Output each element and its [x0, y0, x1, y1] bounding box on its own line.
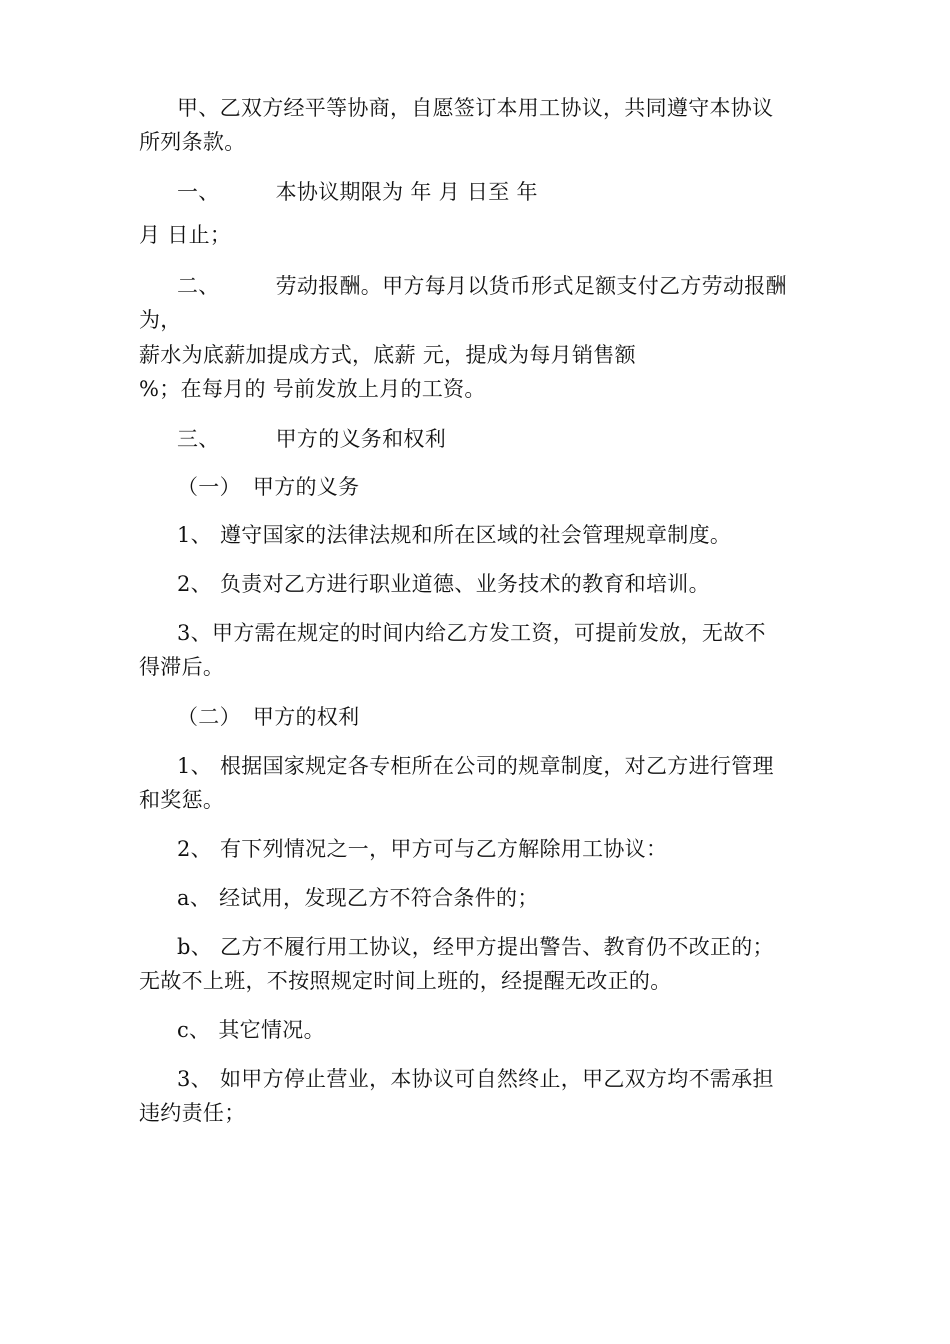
rights-number: （二） [177, 705, 241, 729]
obligation-item-2-text: 负责对乙方进行职业道德、业务技术的教育和培训。 [219, 572, 710, 596]
clause-2-continuation-2: 薪水为底薪加提成方式，底薪 元，提成为每月销售额 [139, 343, 636, 367]
intro-line-2: 所列条款。 [139, 130, 246, 154]
clause-2-continuation-1: 为， [139, 308, 182, 332]
intro-line-1: 甲、乙双方经平等协商，自愿签订本用工协议，共同遵守本协议 [177, 96, 774, 120]
clause-2 [177, 273, 787, 299]
clause-2-text: 劳动报酬。甲方每月以货币形式足额支付乙方劳动报酬 [275, 274, 787, 298]
rights-sub-item-b-continuation: 无故不上班，不按照规定时间上班的，经提醒无改正的。 [139, 969, 672, 993]
obligation-item-1 [177, 522, 731, 548]
rights-item-1-continuation: 和奖惩。 [139, 788, 225, 812]
rights-item-1-number: 1、 [177, 754, 212, 778]
obligation-item-3-line-2: 得滞后。 [139, 655, 225, 679]
clause-1-text: 本协议期限为 年 月 日至 年 [275, 180, 538, 204]
clause-1-number: 一、 [177, 180, 220, 204]
rights-sub-item-c-label: c、 [177, 1018, 211, 1042]
rights-item-1-text: 根据国家规定各专柜所在公司的规章制度，对乙方进行管理 [219, 754, 774, 778]
rights-title: 甲方的权利 [252, 705, 360, 729]
obligations-title: 甲方的义务 [252, 475, 360, 499]
clause-1-continuation: 月 日止； [139, 223, 232, 247]
clause-3-text: 甲方的义务和权利 [275, 427, 447, 451]
obligation-item-1-number: 1、 [177, 523, 212, 547]
obligation-item-2 [177, 571, 710, 597]
obligations-heading [177, 474, 359, 500]
obligation-item-1-text: 遵守国家的法律法规和所在区域的社会管理规章制度。 [219, 523, 732, 547]
obligation-item-3-line-1: 3、甲方需在规定的时间内给乙方发工资，可提前发放，无故不 [177, 621, 766, 645]
rights-sub-item-b [177, 934, 774, 960]
rights-item-2 [177, 836, 667, 862]
rights-sub-item-a-text: 经试用，发现乙方不符合条件的； [219, 886, 539, 910]
obligations-number: （一） [177, 475, 241, 499]
rights-sub-item-c [177, 1017, 325, 1043]
clause-2-number: 二、 [177, 274, 220, 298]
clause-3-number: 三、 [177, 427, 220, 451]
rights-item-2-text: 有下列情况之一，甲方可与乙方解除用工协议： [219, 837, 668, 861]
rights-sub-item-a-label: a、 [177, 886, 212, 910]
rights-item-3 [177, 1066, 774, 1092]
rights-item-2-number: 2、 [177, 837, 212, 861]
rights-sub-item-b-text: 乙方不履行用工协议，经甲方提出警告、教育仍不改正的； [220, 935, 774, 959]
rights-sub-item-a [177, 885, 539, 911]
obligation-item-2-number: 2、 [177, 572, 212, 596]
rights-item-3-number: 3、 [177, 1067, 212, 1091]
rights-item-3-continuation: 违约责任； [139, 1101, 246, 1125]
rights-sub-item-c-text: 其它情况。 [218, 1018, 325, 1042]
rights-item-1 [177, 753, 774, 779]
clause-1 [177, 179, 538, 205]
rights-sub-item-b-label: b、 [177, 935, 213, 959]
rights-item-3-text: 如甲方停止营业，本协议可自然终止，甲乙双方均不需承担 [219, 1067, 774, 1091]
rights-heading [177, 704, 359, 730]
clause-2-continuation-3: %；在每月的 号前发放上月的工资。 [139, 377, 486, 401]
clause-3 [177, 426, 446, 452]
